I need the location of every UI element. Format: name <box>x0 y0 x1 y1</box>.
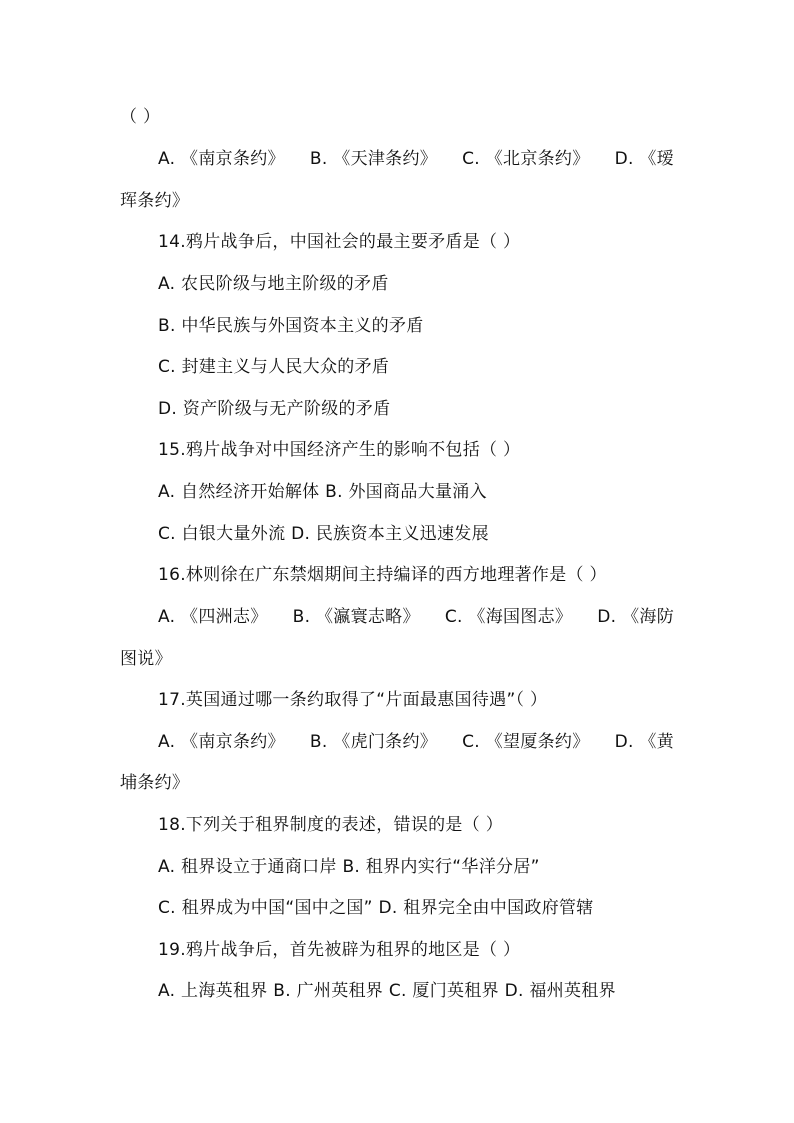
q16-stem: 16.林则徐在广东禁烟期间主持编译的西方地理著作是（ ） <box>158 565 607 585</box>
q14-option-d: D. 资产阶级与无产阶级的矛盾 <box>158 399 391 419</box>
q18-options-ab: A. 租界设立于通商口岸 B. 租界内实行“华洋分居” <box>158 857 540 877</box>
q16-option-b: B. 《瀛寰志略》 <box>292 607 420 627</box>
q18-options-cd: C. 租界成为中国“国中之国” D. 租界完全由中国政府管辖 <box>158 898 594 918</box>
q19-stem: 19.鸦片战争后，首先被辟为租界的地区是（ ） <box>158 940 521 960</box>
q19-options: A. 上海英租界 B. 广州英租界 C. 厦门英租界 D. 福州英租界 <box>158 981 616 1001</box>
q18-stem: 18.下列关于租界制度的表述，错误的是（ ） <box>158 815 504 835</box>
q16-option-d: D. 《海防 <box>597 607 674 627</box>
q13-option-a: A. 《南京条约》 <box>158 149 285 169</box>
q15-options-cd: C. 白银大量外流 D. 民族资本主义迅速发展 <box>158 524 489 544</box>
q17-option-c: C. 《望厦条约》 <box>462 732 590 752</box>
q14-stem: 14.鸦片战争后，中国社会的最主要矛盾是（ ） <box>158 232 521 252</box>
q16-option-d-wrap: 图说》 <box>120 649 172 669</box>
q14-option-c: C. 封建主义与人民大众的矛盾 <box>158 357 390 377</box>
q17-option-a: A. 《南京条约》 <box>158 732 285 752</box>
q13-option-b: B. 《天津条约》 <box>309 149 438 169</box>
q13-option-c: C. 《北京条约》 <box>462 149 590 169</box>
q13-answer-blank: （ ） <box>120 107 161 127</box>
q15-stem: 15.鸦片战争对中国经济产生的影响不包括（ ） <box>158 440 521 460</box>
q14-option-a: A. 农民阶级与地主阶级的矛盾 <box>158 274 389 294</box>
q13-option-d: D. 《瑷 <box>614 149 674 169</box>
q14-option-b: B. 中华民族与外国资本主义的矛盾 <box>158 316 424 336</box>
q17-option-b: B. 《虎门条约》 <box>309 732 438 752</box>
q13-options-row <box>158 146 674 172</box>
q13-option-d-wrap: 珲条约》 <box>120 191 190 211</box>
q17-options-row <box>158 729 674 755</box>
q17-stem: 17.英国通过哪一条约取得了“片面最惠国待遇”（ ） <box>158 690 548 710</box>
q16-option-c: C. 《海国图志》 <box>444 607 573 627</box>
q15-options-ab: A. 自然经济开始解体 B. 外国商品大量涌入 <box>158 482 487 502</box>
q16-options-row <box>158 604 674 630</box>
q17-option-d-wrap: 埔条约》 <box>120 773 190 793</box>
q17-option-d: D. 《黄 <box>614 732 674 752</box>
q16-option-a: A. 《四洲志》 <box>158 607 268 627</box>
